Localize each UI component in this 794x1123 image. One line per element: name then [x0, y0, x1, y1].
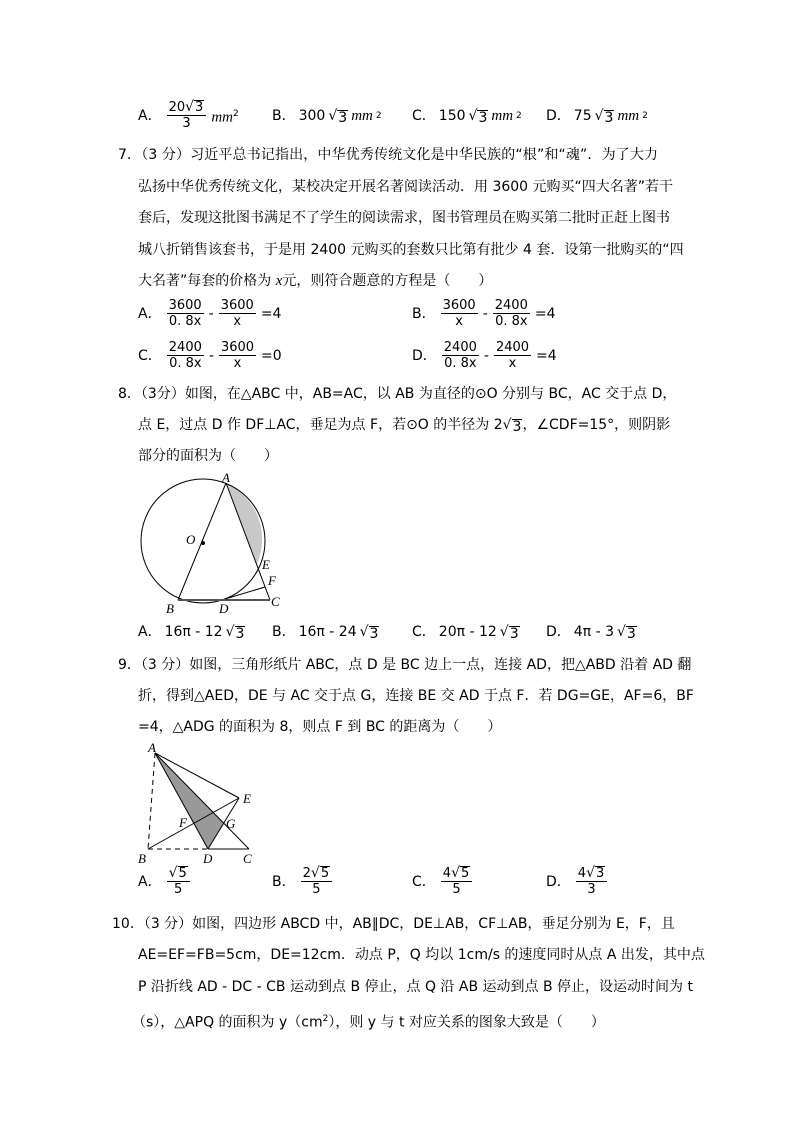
- radicand: 3: [235, 626, 245, 642]
- rhs: =4: [534, 305, 556, 322]
- denominator: 3: [587, 882, 596, 897]
- denominator: 0. 8x: [169, 356, 202, 371]
- point-label-d: D: [219, 601, 229, 616]
- radicand: 3: [369, 626, 379, 642]
- coefficient: 300: [298, 108, 326, 124]
- expression: 16π - 12: [164, 624, 223, 640]
- radicand: 3: [509, 626, 519, 642]
- option-label: C．: [412, 624, 436, 640]
- point-label-f: F: [268, 573, 276, 588]
- denominator: 0. 8x: [168, 314, 202, 329]
- option-label: A．: [138, 107, 162, 124]
- sqrt: √ 3: [499, 624, 519, 642]
- unit: mm: [491, 108, 514, 124]
- q9-option-a[interactable]: [138, 866, 192, 897]
- denominator: x: [508, 356, 517, 371]
- option-label: D．: [546, 873, 571, 890]
- segment-df: [225, 587, 265, 599]
- q10-text-line: [132, 1010, 652, 1032]
- sqrt: √ 3: [594, 108, 614, 126]
- coefficient: 2: [302, 866, 311, 881]
- operator: -: [208, 347, 214, 364]
- q10-text-line: 10．（3 分）如图，四边形 ABCD 中，AB∥DC，DE⊥AB，CF⊥AB，垂足分别为 E，F，且: [112, 916, 675, 932]
- q7-text-line: 弘扬中华优秀传统文化，某校决定开展名著阅读活动．用 3600 元购买“四大名著”若干: [138, 179, 674, 195]
- numerator: 2400: [443, 340, 477, 355]
- exponent: 2: [233, 108, 239, 119]
- fraction: 4 √ 5 5: [441, 866, 472, 897]
- point-label-c: C: [243, 851, 252, 866]
- point-label-b: B: [138, 851, 146, 866]
- denominator: 0. 8x: [444, 356, 477, 371]
- radicand: 3: [604, 110, 614, 126]
- rhs: =0: [261, 347, 282, 364]
- q10-text-line: AE=EF=FB=5cm，DE=12cm．动点 P，Q 均以 1cm/s 的速度同时从点 A 出发，其中点: [138, 947, 705, 963]
- expression: 16π - 24: [298, 624, 357, 640]
- fraction: 2 √ 5 5: [301, 866, 332, 897]
- point-label-c: C: [271, 594, 280, 609]
- q8-option-b[interactable]: [272, 623, 379, 641]
- sqrt: √ 3: [468, 108, 488, 126]
- text: ，∠CDF=15°，则阴影: [522, 417, 671, 433]
- sqrt: √ 3: [328, 108, 348, 126]
- radicand: 3: [512, 419, 522, 435]
- operator: -: [208, 305, 214, 322]
- option-label: D．: [412, 347, 437, 364]
- text: ），则 y 与 t 对应关系的图象大致是（ ）: [328, 1014, 605, 1031]
- option-label: A．: [138, 873, 162, 890]
- exponent: 2: [516, 111, 522, 121]
- fraction: 4 √ 3 3: [576, 866, 607, 897]
- denominator: x: [233, 314, 242, 329]
- numerator: 3600: [168, 298, 202, 313]
- radicand: 3: [338, 110, 348, 126]
- q9-option-c[interactable]: [412, 866, 474, 897]
- q9-text-line: 折，得到△AED，DE 与 AC 交于点 G，连接 BE 交 AD 于点 F．若 DG=GE，AF=6，BF: [138, 688, 694, 704]
- denominator: x: [233, 356, 242, 371]
- q9-text-line: =4，△ADG 的面积为 8，则点 F 到 BC 的距离为（ ）: [138, 719, 502, 735]
- text: 元，则符合题意的方程是（ ）: [282, 273, 493, 289]
- exponent: 2: [642, 111, 648, 121]
- denominator: 5: [452, 882, 461, 897]
- option-label: B．: [272, 624, 296, 640]
- numerator: 3600: [220, 298, 254, 313]
- denominator: 5: [312, 882, 321, 897]
- numerator: 20: [168, 100, 186, 115]
- denominator: x: [455, 314, 463, 329]
- sqrt: √ 3: [502, 417, 522, 435]
- point-label-e: E: [262, 557, 270, 572]
- segment-ab: [148, 753, 155, 849]
- unit: mm: [351, 108, 373, 124]
- numerator: 2400: [494, 298, 528, 313]
- q9-option-d[interactable]: [546, 866, 609, 897]
- point-label-e: E: [243, 791, 251, 806]
- variable: x: [275, 273, 283, 289]
- denominator: 3: [182, 116, 191, 131]
- center-point: [201, 541, 205, 545]
- q9-option-b[interactable]: [272, 866, 334, 897]
- sqrt: √ 3: [225, 624, 245, 642]
- rhs: =4: [536, 347, 557, 364]
- point-label-b: B: [166, 601, 174, 616]
- rhs: =4: [260, 305, 282, 322]
- option-label: B．: [272, 108, 296, 124]
- option-label: A．: [138, 305, 162, 322]
- q9-text-line: 9．（3 分）如图，三角形纸片 ABC，点 D 是 BC 边上一点，连接 AD，把△ABD 沿着 AD 翻: [118, 657, 692, 673]
- text: 点 E，过点 D 作 DF⊥AC，垂足为点 F，若⊙O 的半径为 2: [138, 417, 503, 433]
- q7-text-line: 套后，发现这批图书满足不了学生的阅读需求，图书管理员在购买第二批时正赶上图书: [138, 210, 670, 226]
- q10-text-line: P 沿折线 AD - DC - CB 运动到点 B 停止，点 Q 沿 AB 运动到点 B 停止，设运动时间为 t: [138, 979, 693, 995]
- option-label: D．: [546, 108, 571, 124]
- coefficient: 4: [577, 866, 587, 881]
- radicand: 3: [595, 866, 605, 881]
- q7-text-line: 城八折销售该套书，于是用 2400 元购买的套数只比第有批少 4 套．设第一批购买的“四: [138, 242, 684, 258]
- numerator: 3600: [442, 298, 476, 313]
- q7-text-line: 7．（3 分）习近平总书记指出，中华优秀传统文化是中华民族的“根”和“魂”．为了大力: [118, 147, 658, 163]
- radicand: 3: [195, 100, 204, 115]
- numerator: 2400: [168, 340, 202, 355]
- point-label-a: A: [148, 740, 156, 755]
- shaded-triangle-adg: [155, 753, 224, 849]
- radicand: 5: [178, 866, 187, 881]
- sqrt: √ 3: [359, 624, 379, 642]
- text: （s），△APQ 的面积为 y（cm: [132, 1014, 323, 1031]
- option-label: D．: [546, 624, 571, 640]
- point-label-a: A: [222, 470, 230, 485]
- fraction: √ 5 5: [167, 866, 190, 897]
- denominator: 5: [174, 882, 183, 897]
- option-label: B．: [412, 305, 436, 322]
- denominator: 0. 8x: [495, 314, 528, 329]
- option-label: C．: [412, 108, 436, 124]
- radicand: 5: [460, 866, 470, 881]
- sqrt: √ 3: [616, 624, 636, 642]
- operator: -: [482, 305, 488, 322]
- q8-option-a[interactable]: [138, 623, 245, 641]
- unit: mm: [211, 109, 233, 126]
- exponent: 2: [375, 111, 382, 121]
- coefficient: 150: [438, 108, 466, 124]
- expression: 20π - 12: [438, 624, 497, 640]
- radicand: 3: [478, 110, 488, 126]
- point-label-g: G: [226, 816, 236, 831]
- option-label: B．: [272, 873, 296, 890]
- unit: mm: [617, 108, 640, 124]
- q8-text-line: 8．（3分）如图，在△ABC 中，AB=AC，以 AB 为直径的⊙O 分别与 BC，AC 交于点 D，: [118, 386, 677, 402]
- q8-text-line: 部分的面积为（ ）: [138, 448, 278, 464]
- q8-option-d[interactable]: [546, 623, 637, 641]
- point-label-o: O: [186, 532, 196, 547]
- numerator: 3600: [220, 340, 255, 355]
- point-label-f: F: [179, 815, 187, 830]
- coefficient: 75: [573, 108, 592, 124]
- radicand: 3: [626, 626, 636, 642]
- fraction: 20 √ 3 3: [167, 100, 207, 131]
- option-label: C．: [412, 873, 436, 890]
- operator: -: [483, 347, 489, 364]
- coefficient: 4: [442, 866, 452, 881]
- radicand: 5: [320, 866, 330, 881]
- numerator: 2400: [495, 340, 530, 355]
- option-label: C．: [138, 347, 162, 364]
- exponent: 2: [322, 1014, 329, 1024]
- point-label-d: D: [203, 851, 213, 866]
- expression: 4π - 3: [573, 624, 614, 640]
- option-label: A．: [138, 624, 162, 640]
- text: 大名著”每套的价格为: [138, 273, 276, 289]
- q8-option-c[interactable]: [412, 623, 520, 641]
